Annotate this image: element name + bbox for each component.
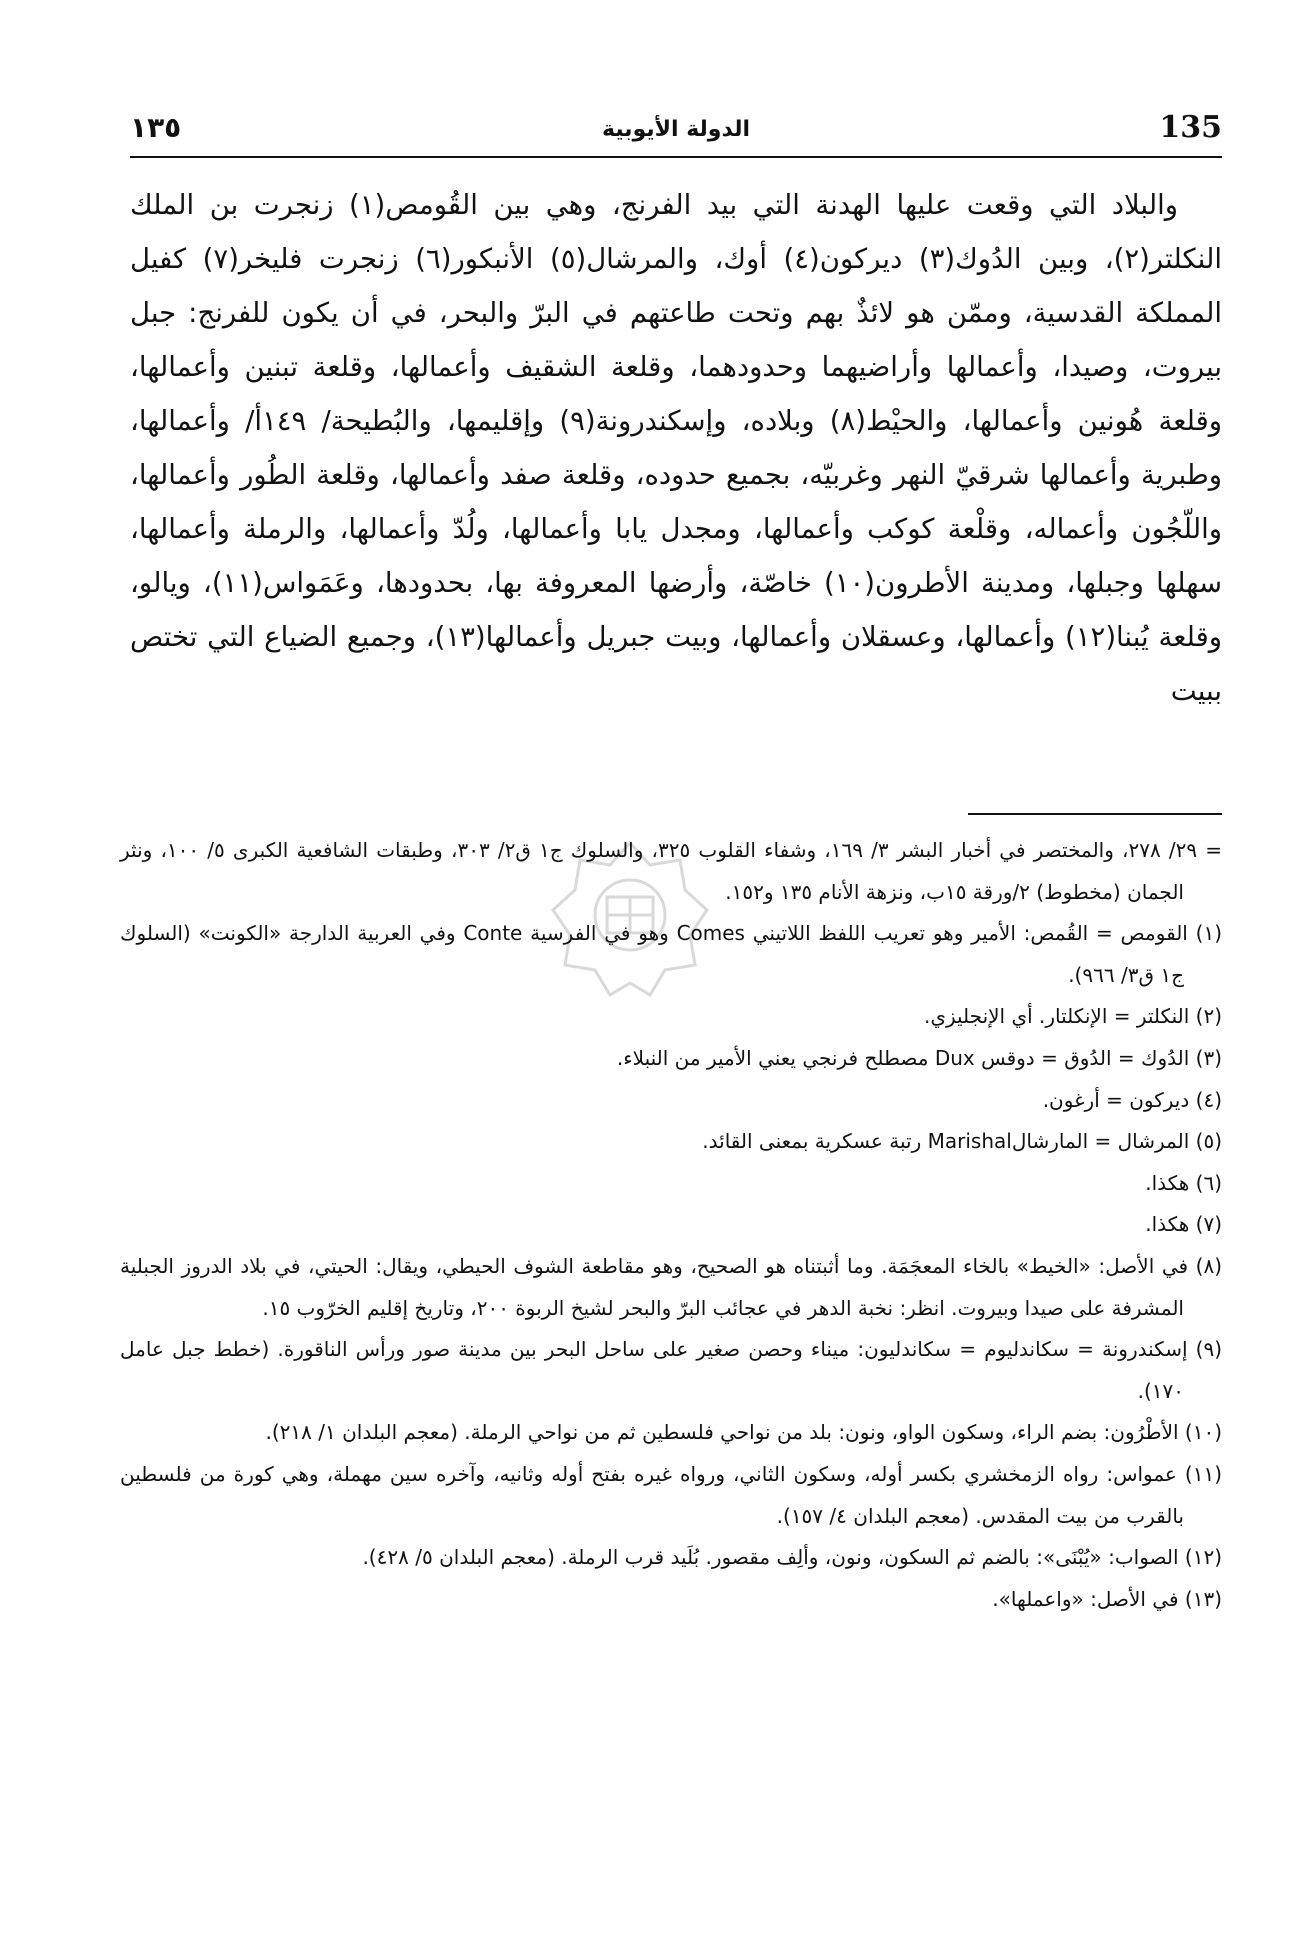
running-title: الدولة الأيوبية xyxy=(601,117,750,142)
footnote-item: (٧) هكذا. xyxy=(1145,1212,1222,1237)
header-divider xyxy=(130,156,1222,158)
footnote-item: (٦) هكذا. xyxy=(1145,1170,1222,1195)
footnote-item: (٢) النكلتر = الإنكلتار. أي الإنجليزي. xyxy=(923,1004,1222,1029)
footnote-item: (١١) عمواس: رواه الزمخشري بكسر أوله، وسكون الثاني، ورواه غيره بفتح أوله وثانيه، وآخره سين مهملة، وهي كورة من فلسطين بالقرب من بيت المقدس. (معجم البلدان ٤/ ١٥٧). xyxy=(120,1461,1222,1528)
footnote-divider xyxy=(968,813,1222,815)
footnotes-section xyxy=(120,830,1222,1620)
page-number-latin: 135 xyxy=(1159,110,1222,145)
footnote-item: (٣) الدُوك = الدُوق = دوقس Dux مصطلح فرنجي يعني الأمير من النبلاء. xyxy=(616,1045,1222,1070)
footnote-item: (١٢) الصواب: «يُبْنَى»: بالضم ثم السكون، ونون، وألِف مقصور. بُلَيد قرب الرملة. (معجم البلدان ٥/ ٤٢٨). xyxy=(362,1545,1222,1570)
main-paragraph: والبلاد التي وقعت عليها الهدنة التي بيد الفرنج، وهي بين القُومص(١) زنجرت بن الملك النكلتر(٢)، وبين الدُوك(٣) ديركون(٤) أوك، والمرشال(٥) الأنبكور(٦) زنجرت فليخر(٧) كفيل المملكة القدسية، وممّن هو لائذٌ بهم وتحت طاعتهم في البرّ والبحر، في أن يكون للفرنج: جبل بيروت، وصيدا، وأعمالها وأراضيهما وحدودهما، وقلعة الشقيف وأعمالها، وقلعة تبنين وأعمالها، وقلعة هُونين وأعمالها، والحيْط(٨) وبلاده، وإسكندرونة(٩) وإقليمها، والبُطيحة/ ١٤٩أ/ وأعمالها، وطبرية وأعمالها شرقيّ النهر وغربيّه، بجميع حدوده، وقلعة صفد وأعمالها، وقلعة الطُور وأعمالها، واللّجُون وأعماله، وقلْعة كوكب وأعمالها، ومجدل يابا وأعمالها، ولُدّ وأعمالها، والرملة وأعمالها، سهلها وجبلها، ومدينة الأطرون(١٠) خاصّة، وأرضها المعروفة بها، بحدودها، وعَمَواس(١١)، ويالو، وقلعة يُبنا(١٢) وأعمالها، وعسقلان وأعمالها، وبيت جبريل وأعمالها(١٣)، وجميع الضياع التي تختص ببيت xyxy=(130,189,1222,707)
footnote-item: (١٣) في الأصل: «واعملها». xyxy=(992,1586,1222,1611)
page-number-arabic: ١٣٥ xyxy=(130,111,182,144)
footnote-item: = ٢٩/ ٢٧٨، والمختصر في أخبار البشر ٣/ ١٦٩، وشفاء القلوب ٣٢٥، والسلوك ج١ ق٢/ ٣٠٣، وطبقات الشافعية الكبرى ٥/ ١٠٠، ونثر الجمان (مخطوط) ٢/ورقة ١٥ب، ونزهة الأنام ١٣٥ و١٥٢. xyxy=(120,838,1222,904)
page-header xyxy=(130,108,1222,152)
footnote-item: (١٠) الأطْرُون: بضم الراء، وسكون الواو، ونون: بلد من نواحي فلسطين ثم من نواحي الرملة. (معجم البلدان ١/ ٢١٨). xyxy=(265,1420,1222,1445)
main-text-block xyxy=(130,178,1222,718)
footnote-item: (٨) في الأصل: «الخيط» بالخاء المعجَمَة. وما أثبتناه هو الصحيح، وهو مقاطعة الشوف الحيطي، ويقال: الحيتي، في بلاد الدروز الجبلية المشرفة على صيدا وبيروت. انظر: نخبة الدهر في عجائب البرّ والبحر لشيخ الربوة ٢٠٠، وتاريخ إقليم الخرّوب ١٥. xyxy=(120,1253,1222,1320)
footnote-item: (٥) المرشال = المارشالMarishal رتبة عسكرية بمعنى القائد. xyxy=(702,1129,1222,1154)
footnote-item: (٤) ديركون = أرغون. xyxy=(1042,1087,1222,1112)
footnote-item: (١) القومص = القُمص: الأمير وهو تعريب اللفظ اللاتيني Comes وهو في الفرسية Conte وفي العربية الدارجة «الكونت» (السلوك ج١ ق٣/ ٩٦٦). xyxy=(120,921,1222,987)
footnote-item: (٩) إسكندرونة = سكاندليوم = سكاندليون: ميناء وحصن صغير على ساحل البحر بين مدينة صور ورأس الناقورة. (خطط جبل عامل ١٧٠). xyxy=(120,1337,1222,1403)
